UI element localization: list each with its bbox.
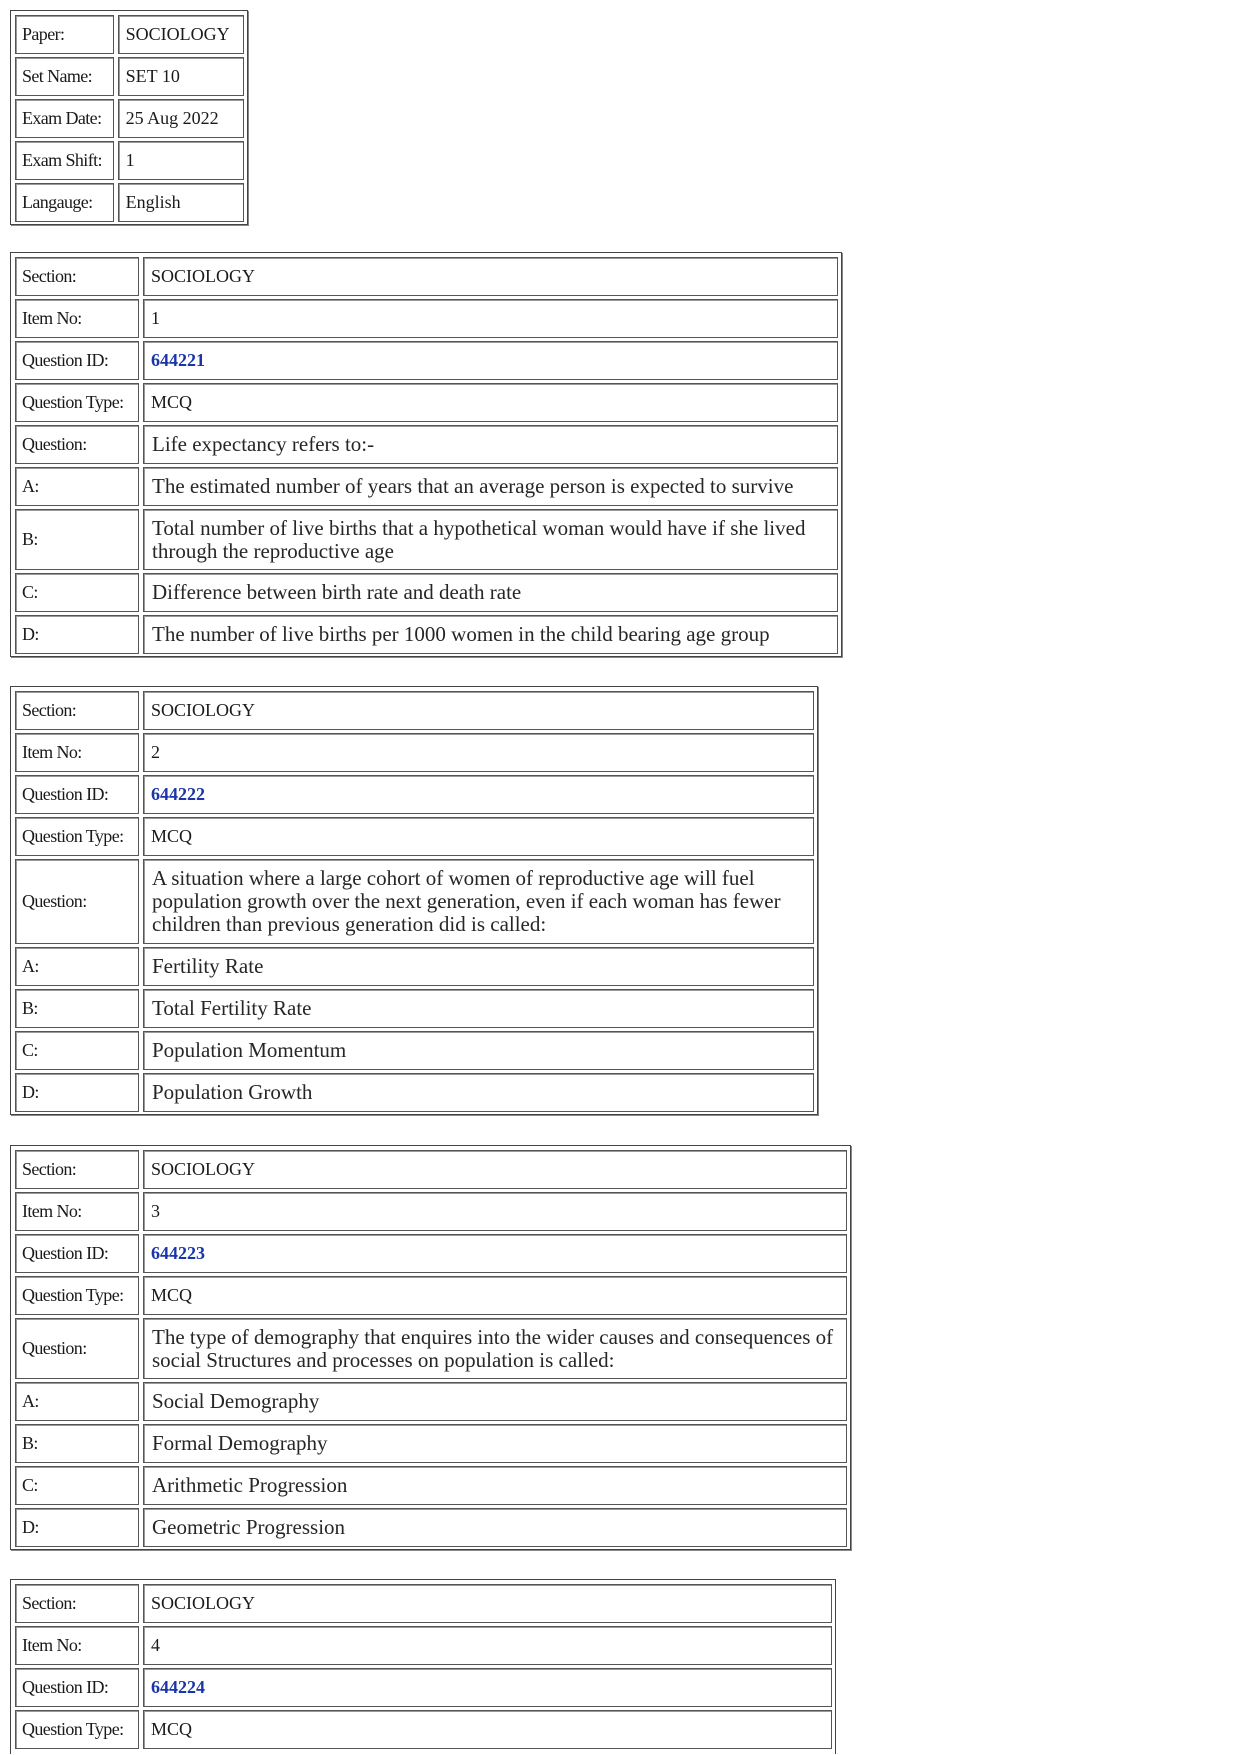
item-no-label: Item No: — [15, 733, 139, 772]
question-type-row — [15, 817, 814, 856]
option-a-row — [15, 1382, 847, 1421]
question-id-label: Question ID: — [15, 775, 139, 814]
option-d-text: Geometric Progression — [143, 1508, 847, 1547]
set-name-label: Set Name: — [15, 57, 114, 96]
question-block-3 — [10, 1145, 851, 1550]
question-type-value: MCQ — [143, 817, 814, 856]
question-block-2 — [10, 686, 818, 1115]
question-row — [15, 425, 838, 464]
section-value: SOCIOLOGY — [143, 691, 814, 730]
question-block-4 — [10, 1579, 836, 1754]
option-b-label: B: — [15, 509, 139, 570]
question-id-row — [15, 341, 838, 380]
option-d-label: D: — [15, 615, 139, 654]
language-label: Langauge: — [15, 183, 114, 222]
question-id-row — [15, 1234, 847, 1273]
section-label: Section: — [15, 1584, 139, 1623]
item-no-label: Item No: — [15, 1626, 139, 1665]
question-id-row — [15, 775, 814, 814]
paper-row — [15, 15, 244, 54]
question-type-row — [15, 1276, 847, 1315]
item-no-value: 1 — [143, 299, 838, 338]
question-type-value: MCQ — [143, 1710, 832, 1749]
question-row — [15, 1318, 847, 1379]
option-c-label: C: — [15, 1031, 139, 1070]
item-no-label: Item No: — [15, 299, 139, 338]
question-text: Life expectancy refers to:- — [143, 425, 838, 464]
option-d-label: D: — [15, 1073, 139, 1112]
item-no-value: 3 — [143, 1192, 847, 1231]
item-no-row — [15, 1626, 832, 1665]
option-a-label: A: — [15, 947, 139, 986]
question-label: Question: — [15, 859, 139, 944]
section-value: SOCIOLOGY — [143, 1150, 847, 1189]
option-d-row — [15, 615, 838, 654]
option-a-row — [15, 947, 814, 986]
option-b-text: Total number of live births that a hypothetical woman would have if she lived through the reproductive age — [143, 509, 838, 570]
question-type-row — [15, 1710, 832, 1749]
item-no-value: 4 — [143, 1626, 832, 1665]
question-type-label: Question Type: — [15, 817, 139, 856]
option-c-text: Arithmetic Progression — [143, 1466, 847, 1505]
option-a-text: Social Demography — [143, 1382, 847, 1421]
exam-date-label: Exam Date: — [15, 99, 114, 138]
question-id-label: Question ID: — [15, 341, 139, 380]
section-row — [15, 691, 814, 730]
option-b-label: B: — [15, 989, 139, 1028]
option-c-row — [15, 1466, 847, 1505]
question-id-row — [15, 1668, 832, 1707]
question-id-value: 644224 — [143, 1668, 832, 1707]
exam-shift-value: 1 — [118, 141, 244, 180]
question-id-label: Question ID: — [15, 1234, 139, 1273]
item-no-label: Item No: — [15, 1192, 139, 1231]
option-c-row — [15, 1031, 814, 1070]
language-row — [15, 183, 244, 222]
option-c-row — [15, 573, 838, 612]
question-type-label: Question Type: — [15, 1710, 139, 1749]
option-b-text: Formal Demography — [143, 1424, 847, 1463]
option-b-row — [15, 989, 814, 1028]
section-value: SOCIOLOGY — [143, 1584, 832, 1623]
section-value: SOCIOLOGY — [143, 257, 838, 296]
section-label: Section: — [15, 691, 139, 730]
question-row — [15, 859, 814, 944]
option-a-text: The estimated number of years that an average person is expected to survive — [143, 467, 838, 506]
item-no-row — [15, 299, 838, 338]
question-id-label: Question ID: — [15, 1668, 139, 1707]
section-label: Section: — [15, 1150, 139, 1189]
paper-label: Paper: — [15, 15, 114, 54]
option-c-label: C: — [15, 573, 139, 612]
option-d-row — [15, 1508, 847, 1547]
item-no-value: 2 — [143, 733, 814, 772]
question-id-value: 644223 — [143, 1234, 847, 1273]
option-b-row — [15, 1424, 847, 1463]
question-id-value: 644221 — [143, 341, 838, 380]
option-a-row — [15, 467, 838, 506]
option-c-label: C: — [15, 1466, 139, 1505]
option-c-text: Population Momentum — [143, 1031, 814, 1070]
question-type-row — [15, 383, 838, 422]
option-d-text: Population Growth — [143, 1073, 814, 1112]
option-d-row — [15, 1073, 814, 1112]
option-b-row — [15, 509, 838, 570]
question-label: Question: — [15, 425, 139, 464]
section-row — [15, 1584, 832, 1623]
option-c-text: Difference between birth rate and death rate — [143, 573, 838, 612]
item-no-row — [15, 1192, 847, 1231]
item-no-row — [15, 733, 814, 772]
exam-date-row — [15, 99, 244, 138]
paper-value: SOCIOLOGY — [118, 15, 244, 54]
option-b-text: Total Fertility Rate — [143, 989, 814, 1028]
exam-shift-label: Exam Shift: — [15, 141, 114, 180]
section-label: Section: — [15, 257, 139, 296]
option-a-label: A: — [15, 1382, 139, 1421]
language-value: English — [118, 183, 244, 222]
question-text: The type of demography that enquires into the wider causes and consequences of social Structures and processes on population is called: — [143, 1318, 847, 1379]
question-type-label: Question Type: — [15, 383, 139, 422]
option-d-label: D: — [15, 1508, 139, 1547]
option-b-label: B: — [15, 1424, 139, 1463]
option-d-text: The number of live births per 1000 women in the child bearing age group — [143, 615, 838, 654]
question-type-value: MCQ — [143, 383, 838, 422]
question-text: A situation where a large cohort of women of reproductive age will fuel population growth over the next generation, even if each woman has fewer children than previous generation did is called: — [143, 859, 814, 944]
question-block-1 — [10, 252, 842, 657]
exam-shift-row — [15, 141, 244, 180]
option-a-label: A: — [15, 467, 139, 506]
question-label: Question: — [15, 1318, 139, 1379]
question-type-value: MCQ — [143, 1276, 847, 1315]
question-type-label: Question Type: — [15, 1276, 139, 1315]
question-id-value: 644222 — [143, 775, 814, 814]
set-name-row — [15, 57, 244, 96]
set-name-value: SET 10 — [118, 57, 244, 96]
exam-date-value: 25 Aug 2022 — [118, 99, 244, 138]
option-a-text: Fertility Rate — [143, 947, 814, 986]
section-row — [15, 257, 838, 296]
section-row — [15, 1150, 847, 1189]
exam-info-table — [10, 10, 248, 225]
